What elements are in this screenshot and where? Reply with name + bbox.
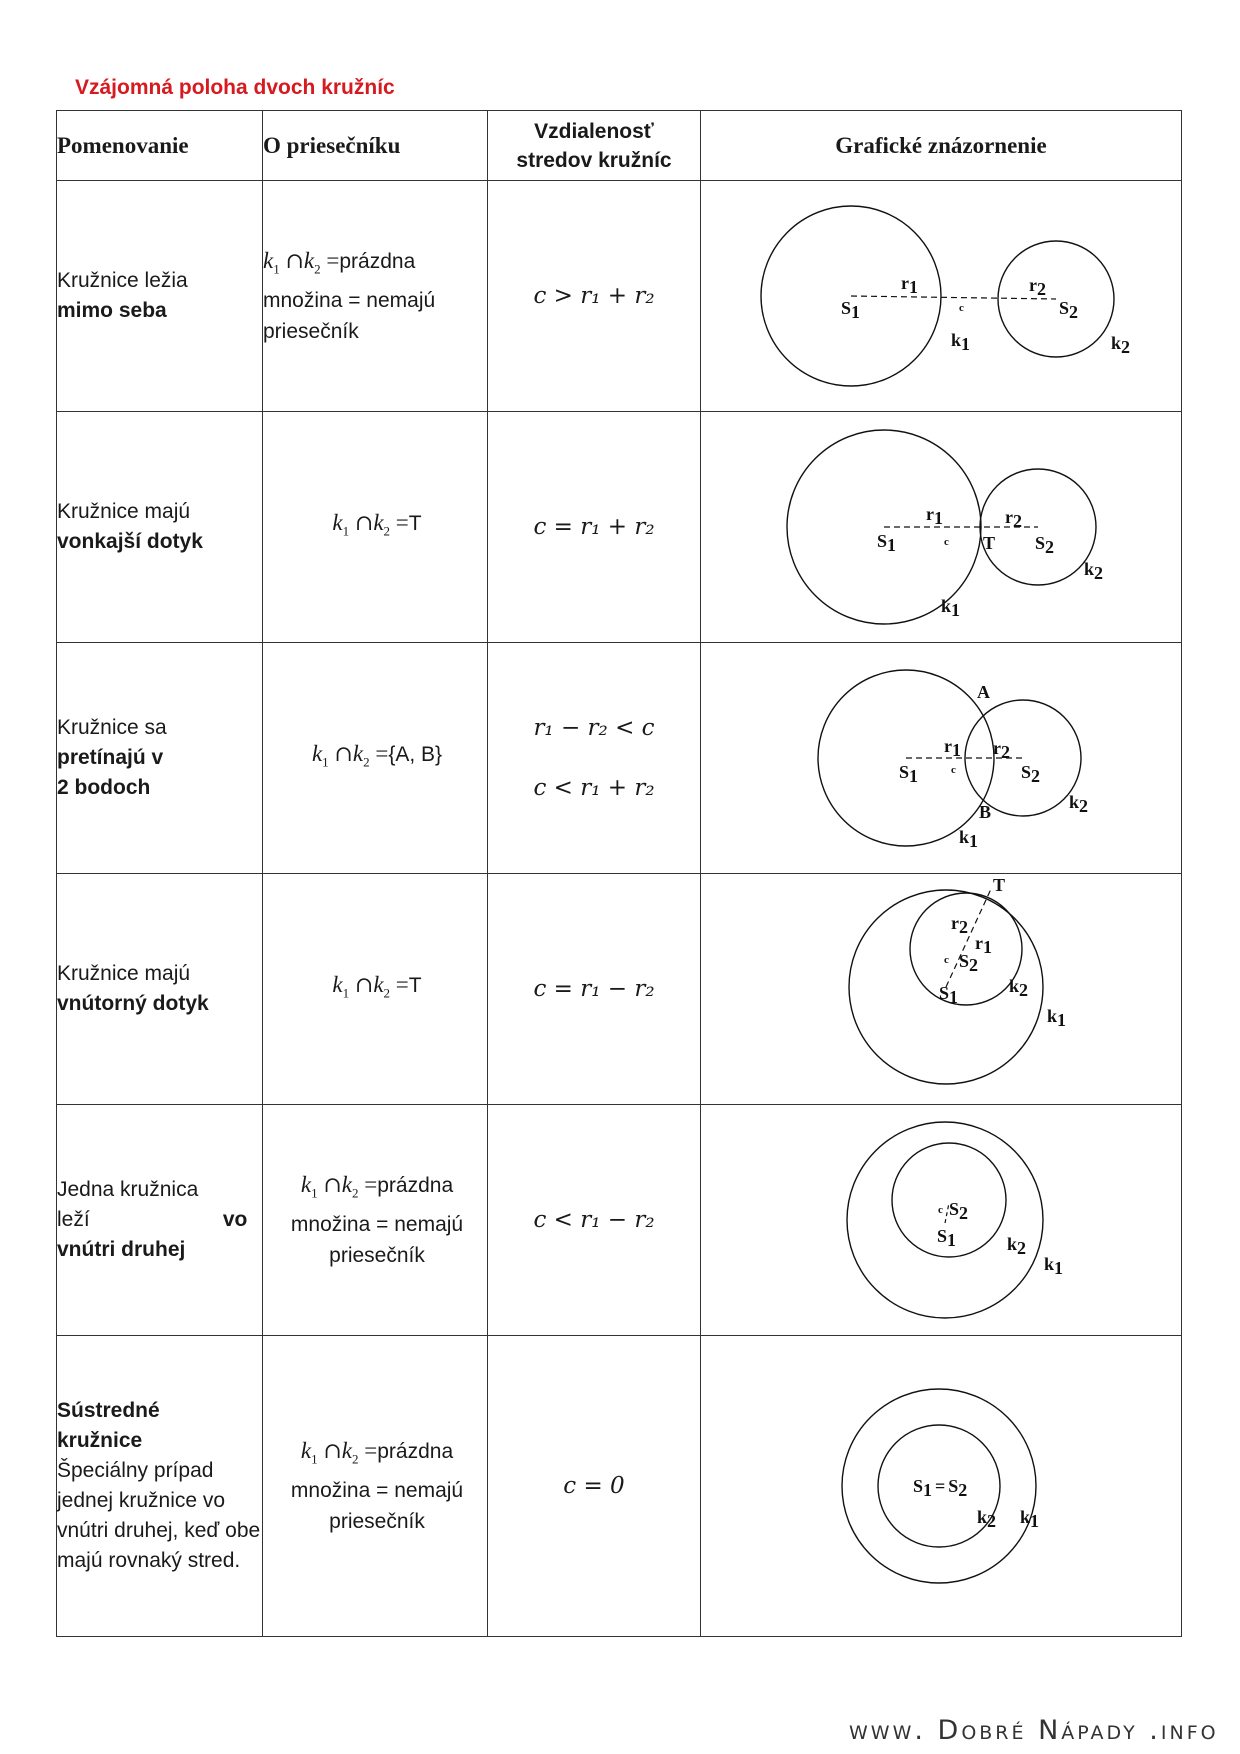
table-row [57, 1336, 1182, 1637]
diagram-internal-tangent [741, 877, 1141, 1102]
name-rest: Špeciálny prípad jednej kružnice vo vnútri druhej, keď obe majú rovnaký stred. [57, 1459, 261, 1572]
header-row [57, 111, 1182, 181]
name-bold: Sústredné kružnice [57, 1399, 160, 1452]
header-distance-text: Vzdialenosť stredov kružníc [516, 119, 672, 172]
distance-cell [488, 412, 701, 643]
name-cell [57, 412, 263, 643]
intersection-value: T [408, 974, 422, 998]
svg-text:S2: S2 [959, 950, 979, 975]
header-graphic: Grafické znázornenie [701, 111, 1182, 181]
svg-text:S2: S2 [1021, 762, 1041, 786]
svg-text:k1: k1 [959, 827, 979, 851]
svg-text:c: c [944, 536, 949, 548]
svg-text:r1: r1 [926, 504, 943, 528]
svg-text:r2: r2 [1029, 275, 1046, 299]
svg-text:S1: S1 [937, 1226, 957, 1250]
svg-text:c: c [938, 1204, 943, 1216]
svg-text:k2: k2 [977, 1507, 997, 1531]
distance-formula: c > r₁ + r₂ [533, 283, 655, 309]
intersection-value: prázdna [377, 1440, 454, 1464]
distance-cell [488, 643, 701, 874]
svg-text:T: T [993, 876, 1006, 895]
name-plain: Kružnice majú [57, 962, 191, 985]
table-row [57, 1105, 1182, 1336]
name-cell [57, 874, 263, 1105]
name-bold: mimo seba [57, 299, 167, 322]
svg-text:r1: r1 [975, 932, 992, 957]
svg-text:c: c [951, 764, 956, 776]
distance-cell [488, 874, 701, 1105]
k2-symbol: k [373, 972, 384, 998]
svg-text:S1=S2: S1 = S2 [913, 1476, 968, 1500]
table-row [57, 412, 1182, 643]
svg-text:k2: k2 [1084, 559, 1104, 583]
intersection-value: {A, B} [388, 743, 443, 767]
diagram-external-tangent [741, 427, 1141, 627]
intersection-cell [263, 412, 488, 643]
name-cell [57, 181, 263, 412]
distance-formula: c < r₁ − r₂ [533, 1207, 655, 1233]
diagram-circle-inside [741, 1115, 1141, 1325]
intersection-value: prázdna [339, 250, 416, 274]
k1-symbol: k [332, 510, 343, 536]
svg-text:S2: S2 [1059, 298, 1079, 322]
intersection-cell [263, 643, 488, 874]
distance-cell [488, 1105, 701, 1336]
graphic-cell [701, 412, 1182, 643]
svg-text:k2: k2 [1111, 333, 1131, 357]
distance-formula: c = r₁ − r₂ [533, 976, 655, 1002]
svg-text:S1: S1 [877, 531, 897, 555]
table-row [57, 643, 1182, 874]
svg-text:k2: k2 [1069, 792, 1089, 816]
document-title: Vzájomná poloha dvoch kružníc [75, 76, 395, 99]
svg-text:S1: S1 [841, 298, 861, 322]
svg-text:k2: k2 [1007, 1234, 1027, 1258]
intersection-formula: $k_1$ $\cap k_2$ = [332, 972, 409, 1001]
svg-text:B: B [979, 802, 992, 822]
intersection-formula: $k_1$ $\cap k_2$ = [263, 248, 340, 277]
k2-symbol: k [352, 741, 364, 767]
diagram-concentric-circles [741, 1386, 1141, 1586]
svg-text:k2: k2 [1009, 975, 1029, 1000]
svg-text:r2: r2 [951, 912, 968, 937]
svg-text:S2: S2 [1035, 533, 1055, 557]
name-bold: vnútorný dotyk [57, 992, 209, 1015]
svg-text:T: T [983, 533, 996, 553]
svg-text:A: A [977, 682, 990, 702]
k2-symbol: k [303, 248, 315, 274]
svg-text:k1: k1 [1047, 1005, 1067, 1030]
name-bold: vonkajší dotyk [57, 530, 203, 553]
name-cell [57, 1105, 263, 1336]
diagram-separate-circles [741, 196, 1141, 396]
table-row [57, 181, 1182, 412]
svg-text:S2: S2 [949, 1199, 969, 1223]
k2-symbol: k [373, 510, 384, 536]
svg-text:S1: S1 [939, 982, 959, 1007]
site-watermark: www. Dobré Nápady .info [849, 1715, 1219, 1746]
svg-text:r2: r2 [1005, 507, 1022, 531]
svg-text:k1: k1 [1044, 1254, 1064, 1278]
k1-symbol: k [311, 741, 323, 767]
svg-text:k1: k1 [951, 330, 971, 354]
intersection-cell [263, 181, 488, 412]
graphic-cell [701, 643, 1182, 874]
graphic-cell [701, 1336, 1182, 1637]
intersection-value: prázdna [377, 1174, 454, 1198]
k2-symbol: k [341, 1172, 352, 1198]
name-plain: Kružnice ležia [57, 269, 188, 292]
distance-formula: r₁ − r₂ < c [533, 715, 655, 741]
k1-symbol: k [300, 1172, 312, 1198]
name-cell [57, 643, 263, 874]
distance-formula: c = 0 [563, 1473, 625, 1499]
intersection-formula: $k_1$ $\cap k_2$ = [300, 1172, 378, 1201]
intersection-rest: množina = nemajú priesečník [290, 1478, 464, 1533]
distance-formula: c = r₁ + r₂ [533, 514, 655, 540]
intersection-formula: $k_1$ $\cap k_2$ = [311, 741, 389, 770]
name-plain: Jedna kružnica leží [57, 1178, 199, 1231]
header-distance [488, 111, 701, 181]
svg-text:k1: k1 [1020, 1507, 1040, 1531]
distance-cell [488, 1336, 701, 1637]
svg-text:S1: S1 [899, 762, 919, 786]
intersection-cell [263, 1336, 488, 1637]
distance-formula: c < r₁ + r₂ [533, 775, 655, 801]
name-plain: Kružnice sa [57, 716, 167, 739]
svg-text:k1: k1 [941, 596, 961, 620]
svg-text:c: c [944, 953, 949, 966]
intersection-cell [263, 874, 488, 1105]
svg-text:r2: r2 [993, 738, 1010, 762]
graphic-cell [701, 181, 1182, 412]
intersection-rest: množina = nemajú priesečník [263, 288, 436, 343]
intersection-rest: množina = nemajú priesečník [290, 1212, 464, 1267]
graphic-cell [701, 1105, 1182, 1336]
k2-symbol: k [341, 1438, 352, 1464]
graphic-cell [701, 874, 1182, 1105]
table-row [57, 874, 1182, 1105]
name-plain: Kružnice majú [57, 500, 191, 523]
intersection-formula: $k_1$ $\cap k_2$ = [300, 1438, 378, 1467]
distance-cell [488, 181, 701, 412]
intersection-cell [263, 1105, 488, 1336]
header-name: Pomenovanie [57, 111, 263, 181]
svg-text:r1: r1 [901, 273, 918, 297]
diagram-intersecting-circles [741, 658, 1141, 858]
svg-text:r1: r1 [944, 736, 961, 760]
svg-text:c: c [959, 302, 964, 314]
intersection-value: T [408, 512, 422, 536]
k1-symbol: k [300, 1438, 312, 1464]
circles-position-table [56, 110, 1182, 1637]
k1-symbol: k [332, 972, 343, 998]
name-bold: vo vnútri druhej [57, 1208, 248, 1261]
k1-symbol: k [263, 248, 274, 274]
header-intersection: O priesečníku [263, 111, 488, 181]
name-cell [57, 1336, 263, 1637]
name-bold: pretínajú v 2 bodoch [57, 746, 164, 799]
intersection-formula: $k_1$ $\cap k_2$ = [332, 510, 409, 539]
